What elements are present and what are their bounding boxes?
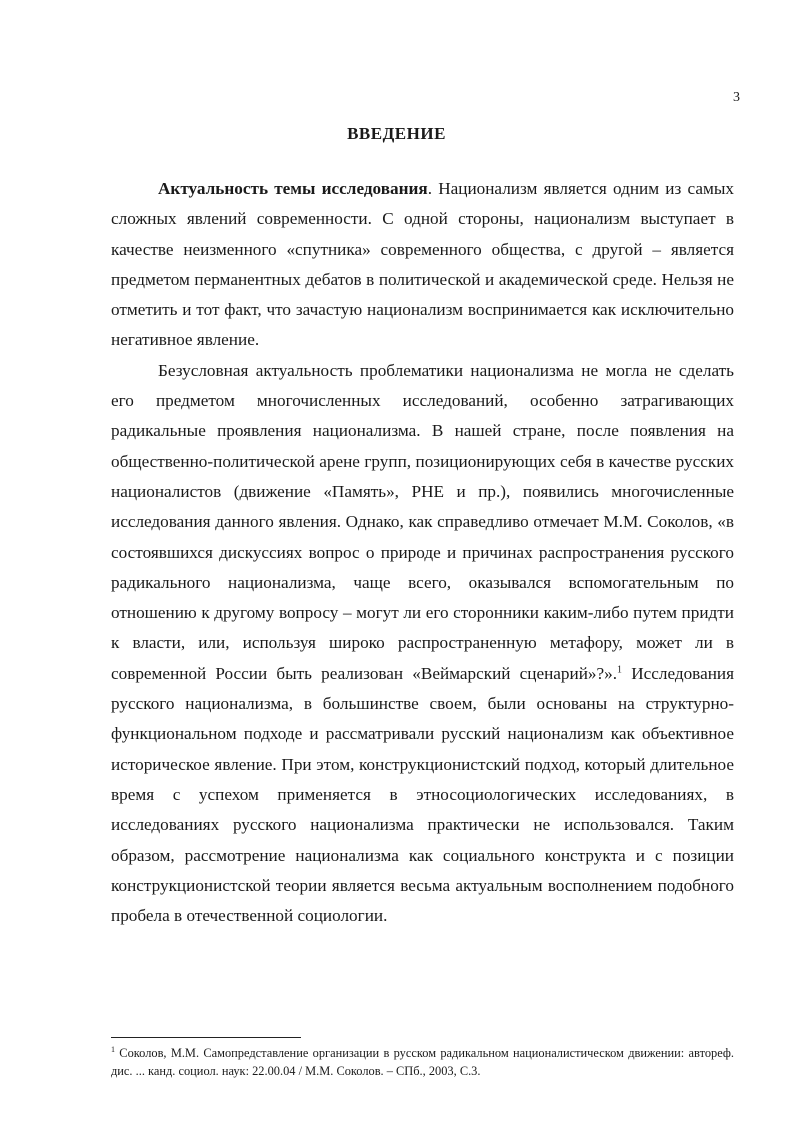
paragraph-research-review (111, 356, 734, 932)
paragraph-lead: Актуальность темы исследования (158, 179, 428, 198)
paragraph-text: . Национализм является одним из самых сложных явлений современности. С одной стороны, национализм выступает в качестве неизменного «спутника» современного общества, с другой – является предметом перманентных дебатов в политической и академической среде. Нельзя не отметить и тот факт, что зачастую национализм воспринимается как исключительно негативное явление. (111, 179, 734, 350)
body-text (111, 174, 734, 931)
paragraph-relevance (111, 174, 734, 356)
footnote-divider (111, 1037, 301, 1038)
paragraph-text-continued: Исследования русского национализма, в большинстве своем, были основаны на структурно-функциональном подходе и рассматривали русский национализм как объективное историческое явление. При этом, конструкционистский подход, который длительное время с успехом применяется в этносоциологических исследованиях, в исследованиях русского национализма практически не использовался. Таким образом, рассмотрение национализма как социального конструкта и с позиции конструкционистской теории является весьма актуальным восполнением подобного пробела в отечественной социологии. (111, 663, 734, 926)
paragraph-text: Безусловная актуальность проблематики национализма не могла не сделать его предметом многочисленных исследований, особенно затрагивающих радикальные проявления национализма. В нашей стране, после появления на общественно-политической арене групп, позиционирующих себя в качестве русских националистов (движение «Память», РНЕ и пр.), появились многочисленные исследования данного явления. Однако, как справедливо отмечает М.М. Соколов, «в состоявшихся дискуссиях вопрос о природе и причинах распространения русского радикального национализма, чаще всего, оказывался вспомогательным по отношению к другому вопросу – могут ли его сторонники каким-либо путем придти к власти, или, используя широко распространенную метафору, может ли в современной России быть реализован «Веймарский сценарий»?». (111, 360, 734, 683)
section-heading: ВВЕДЕНИЕ (347, 124, 446, 143)
footnote (111, 1044, 734, 1080)
footnote-reference: 1 (617, 664, 623, 676)
page-number: 3 (733, 90, 740, 105)
footnote-marker: 1 (111, 1044, 115, 1054)
footnote-text: Соколов, М.М. Самопредставление организации в русском радикальном националистическом движении: автореф. дис. ... канд. социол. наук: 22.00.04 / М.М. Соколов. – СПб., 2003, С.3. (111, 1046, 734, 1078)
